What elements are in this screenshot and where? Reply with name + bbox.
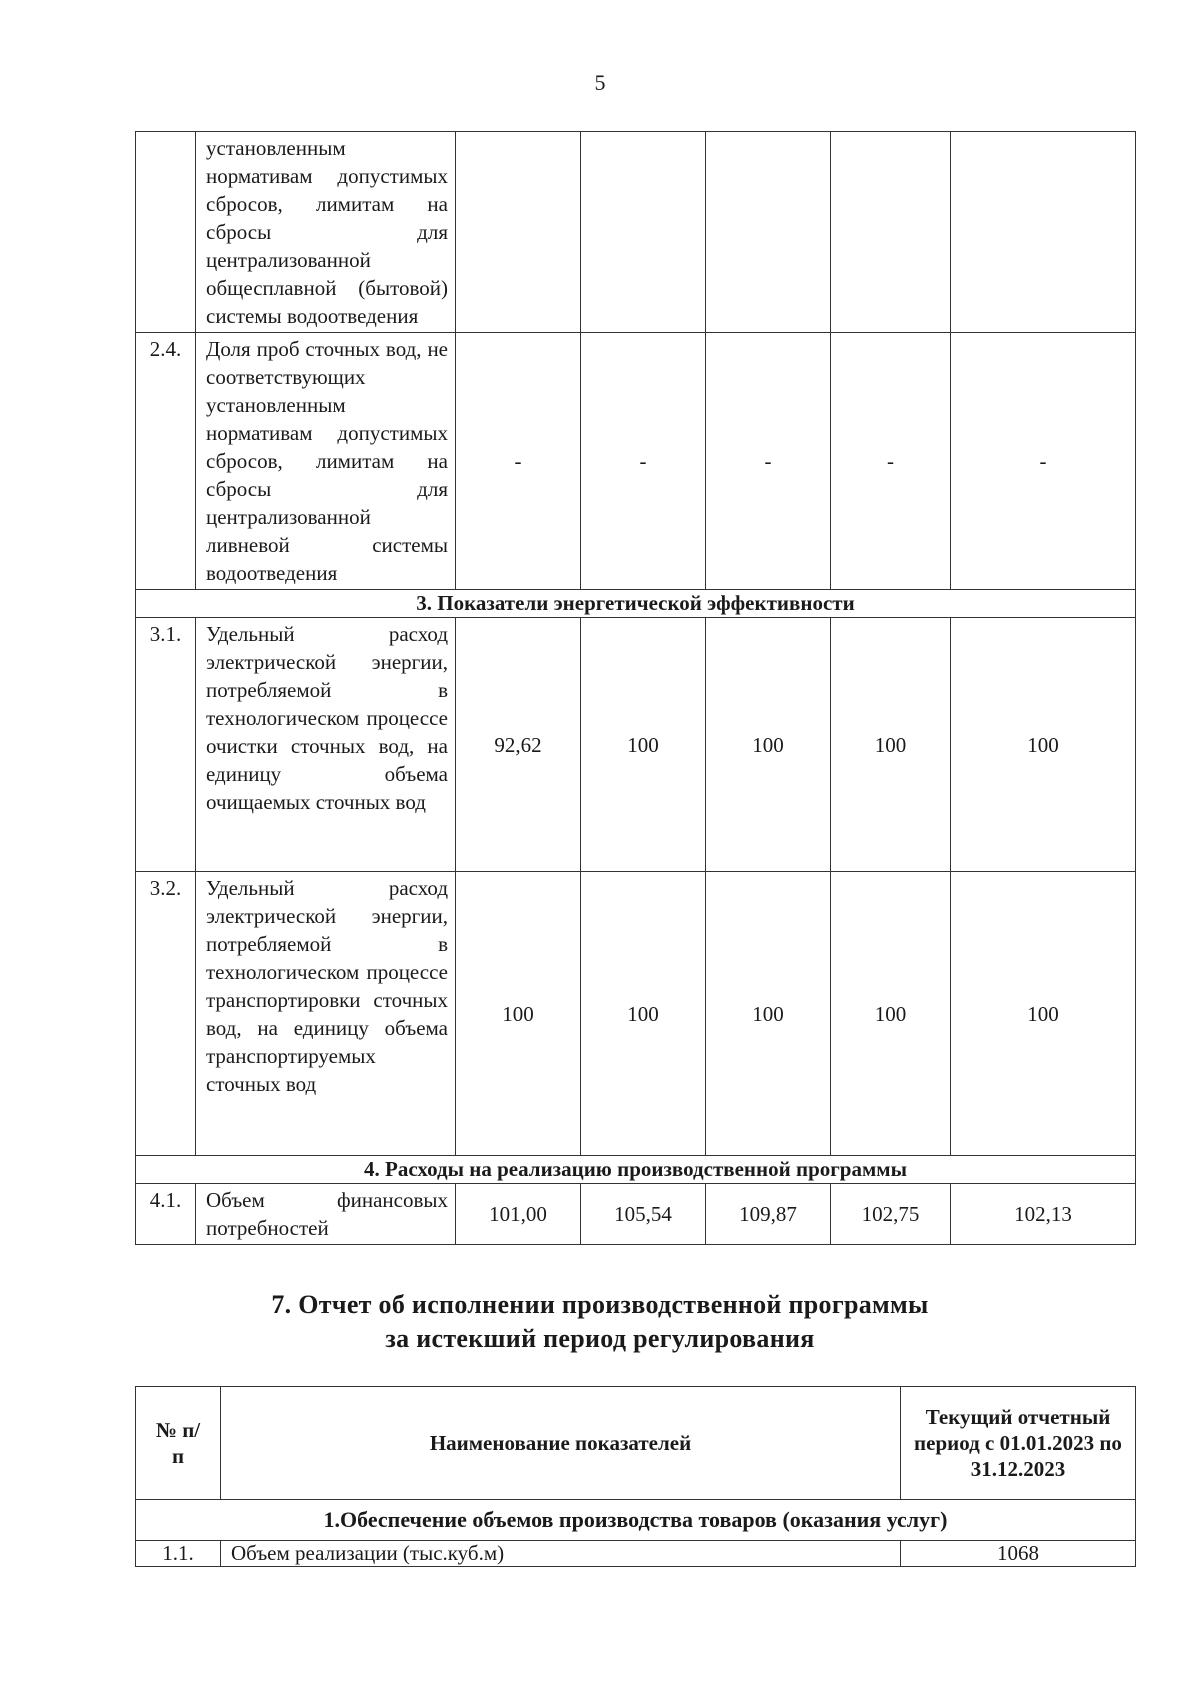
value-cell: 101,00: [456, 1184, 581, 1245]
indicator-name: Доля проб сточных вод, не соответствующих установленным нормативам допустимых сбросов, лимитам на сбросы для централизованной ливневой системы водоотведения: [196, 333, 456, 590]
value-cell: -: [456, 333, 581, 590]
table-row: [136, 618, 1136, 872]
row-number: 3.2.: [136, 872, 196, 1156]
value-cell: 109,87: [706, 1184, 831, 1245]
value-cell: 92,62: [456, 618, 581, 872]
value-cell: [456, 132, 581, 333]
table-row: [136, 132, 1136, 333]
section-title-line-1: 7. Отчет об исполнении производственной программы: [271, 1290, 929, 1319]
section-heading: 1.Обеспечение объемов производства товаров (оказания услуг): [136, 1500, 1136, 1541]
section-row: [136, 1500, 1136, 1541]
row-number: 4.1.: [136, 1184, 196, 1245]
value-cell: 102,13: [951, 1184, 1136, 1245]
header-row: [136, 1387, 1136, 1500]
row-number: [136, 132, 196, 333]
table-row: [136, 1541, 1136, 1567]
indicators-table: [135, 131, 1136, 1245]
header-num: № п/п: [136, 1387, 221, 1500]
indicator-name: Удельный расход электрической энергии, потребляемой в технологическом процессе очистки сточных вод, на единицу объема очищаемых сточных вод: [196, 618, 456, 872]
row-number: 3.1.: [136, 618, 196, 872]
value-cell: -: [706, 333, 831, 590]
value-cell: [831, 132, 951, 333]
value-cell: [581, 132, 706, 333]
value-cell: 100: [951, 618, 1136, 872]
value-cell: 100: [706, 872, 831, 1156]
row-number: 2.4.: [136, 333, 196, 590]
value-cell: 100: [831, 618, 951, 872]
value-cell: 1068: [901, 1541, 1136, 1567]
header-period: Текущий отчетный период с 01.01.2023 по 31.12.2023: [901, 1387, 1136, 1500]
value-cell: 100: [581, 872, 706, 1156]
value-cell: 100: [581, 618, 706, 872]
indicator-name: Удельный расход электрической энергии, потребляемой в технологическом процессе транспортировки сточных вод, на единицу объема транспортируемых сточных вод: [196, 872, 456, 1156]
page-number: 5: [594, 70, 606, 95]
value-cell: -: [581, 333, 706, 590]
value-cell: 100: [706, 618, 831, 872]
value-cell: -: [951, 333, 1136, 590]
section-heading: 3. Показатели энергетической эффективности: [136, 590, 1136, 618]
value-cell: 102,75: [831, 1184, 951, 1245]
value-cell: [951, 132, 1136, 333]
section-title: [0, 1288, 1200, 1356]
value-cell: -: [831, 333, 951, 590]
section-row: [136, 1156, 1136, 1184]
value-cell: [706, 132, 831, 333]
table-row: [136, 872, 1136, 1156]
table-row: [136, 333, 1136, 590]
value-cell: 100: [951, 872, 1136, 1156]
section-title-line-2: за истекший период регулирования: [385, 1324, 815, 1353]
table-row: [136, 1184, 1136, 1245]
row-number: 1.1.: [136, 1541, 221, 1567]
section-heading: 4. Расходы на реализацию производственной программы: [136, 1156, 1136, 1184]
indicator-name: установленным нормативам допустимых сбросов, лимитам на сбросы для централизованной общесплавной (бытовой) системы водоотведения: [196, 132, 456, 333]
value-cell: 100: [456, 872, 581, 1156]
value-cell: 105,54: [581, 1184, 706, 1245]
header-name: Наименование показателей: [221, 1387, 901, 1500]
indicator-name: Объем реализации (тыс.куб.м): [221, 1541, 901, 1567]
section-row: [136, 590, 1136, 618]
report-table: [135, 1386, 1136, 1567]
indicator-name: Объем финансовых потребностей: [196, 1184, 456, 1245]
value-cell: 100: [831, 872, 951, 1156]
